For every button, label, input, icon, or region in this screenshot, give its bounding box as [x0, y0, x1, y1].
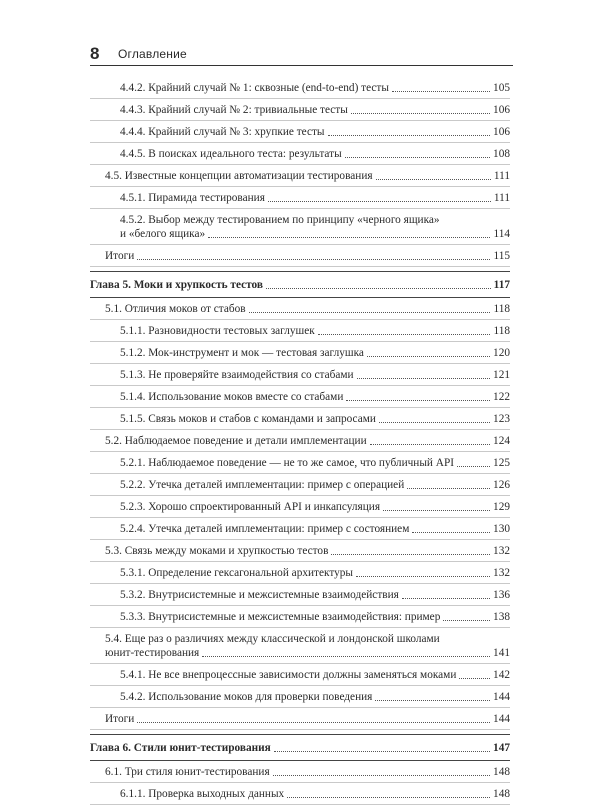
toc-chapter-6: [90, 734, 510, 761]
toc-entry-title: 5.4.1. Не все внепроцессные зависимости должны заменяться моками: [120, 669, 457, 681]
toc-entry-title: 4.4.4. Крайний случай № 3: хрупкие тесты: [120, 126, 325, 138]
toc-entry-5-2-2: [90, 474, 510, 496]
toc-entry-page: 126: [493, 479, 510, 491]
toc-entry-title: Итоги: [105, 713, 135, 725]
toc-entry-title: 5.1.1. Разновидности тестовых заглушек: [120, 325, 315, 337]
toc-entry-page: 141: [493, 647, 510, 659]
leader-dots: [345, 157, 490, 158]
leader-dots: [328, 135, 491, 136]
toc-entry-page: 122: [493, 391, 510, 403]
chapter-title: Глава 6. Стили юнит-тестирования: [90, 742, 271, 754]
toc-entry-page: 120: [493, 347, 510, 359]
toc-entry-title: 5.2.1. Наблюдаемое поведение — не то же самое, что публичный API: [120, 457, 455, 469]
toc-entry-page: 148: [493, 788, 510, 800]
leader-dots: [318, 334, 491, 335]
leader-dots: [383, 510, 490, 511]
toc-entry-title: Итоги: [105, 250, 135, 262]
page-header: [90, 44, 510, 66]
toc-entry-5-3-2: [90, 584, 510, 606]
toc-entry-page: 142: [493, 669, 510, 681]
toc-entry-5-2-1: [90, 452, 510, 474]
toc-entry-5-4-1: [90, 664, 510, 686]
leader-dots: [137, 722, 490, 723]
toc-entry-title: 5.2.4. Утечка деталей имплементации: пример с состоянием: [120, 523, 410, 535]
toc-entry-page: 132: [493, 545, 510, 557]
toc-entry-title-continued: юнит-тестирования: [105, 647, 200, 659]
page-number: 8: [90, 44, 100, 63]
chapter-page: 117: [493, 279, 510, 291]
leader-dots: [443, 620, 490, 621]
toc-entry-title: 5.3.3. Внутрисистемные и межсистемные взаимодействия: пример: [120, 611, 441, 623]
toc-entry-5-3-3: [90, 606, 510, 628]
toc-entry-5-3: [90, 540, 510, 562]
toc-entry-5-1: [90, 298, 510, 320]
toc-entry-page: 105: [493, 82, 510, 94]
toc-entry-title: 4.4.3. Крайний случай № 2: тривиальные тесты: [120, 104, 348, 116]
toc-entry-4-4-5: [90, 143, 510, 165]
toc-entry-4-4-3: [90, 99, 510, 121]
leader-dots: [249, 312, 491, 313]
toc-entry-page: 123: [493, 413, 510, 425]
leader-dots: [457, 466, 490, 467]
toc-entry-5-4: [90, 628, 510, 664]
toc-entry-title: 6.1.1. Проверка выходных данных: [120, 788, 285, 800]
toc-entry-page: 138: [493, 611, 510, 623]
toc-entry-title: 5.1.3. Не проверяйте взаимодействия со стабами: [120, 369, 354, 381]
toc-entry-page: 136: [493, 589, 510, 601]
toc-entry-5-3-1: [90, 562, 510, 584]
toc-entry-5-1-2: [90, 342, 510, 364]
leader-dots: [202, 656, 490, 657]
toc-entry-5-1-3: [90, 364, 510, 386]
leader-dots: [287, 797, 490, 798]
leader-dots: [407, 488, 490, 489]
toc-entry-4-5-1: [90, 187, 510, 209]
table-of-contents: [90, 77, 510, 805]
toc-entry-page: 144: [493, 713, 510, 725]
toc-entry-page: 108: [493, 148, 510, 160]
toc-entry-page: 125: [493, 457, 510, 469]
toc-entry-page: 118: [493, 303, 510, 315]
leader-dots: [370, 444, 490, 445]
toc-entry-page: 124: [493, 435, 510, 447]
toc-entry-summary-4: [90, 245, 510, 267]
leader-dots: [375, 700, 490, 701]
toc-entry-page: 129: [493, 501, 510, 513]
toc-entry-page: 111: [493, 170, 510, 182]
toc-entry-title: 4.4.2. Крайний случай № 1: сквозные (end-to-end) тесты: [120, 82, 389, 94]
toc-entry-page: 114: [493, 228, 510, 240]
toc-entry-title: 4.5.2. Выбор между тестированием по принципу «черного ящика»: [120, 214, 440, 226]
toc-entry-page: 148: [493, 766, 510, 778]
leader-dots: [376, 179, 491, 180]
toc-entry-page: 144: [493, 691, 510, 703]
leader-dots: [273, 775, 490, 776]
toc-entry-page: 106: [493, 104, 510, 116]
toc-entry-title: 5.2. Наблюдаемое поведение и детали имплементации: [105, 435, 367, 447]
toc-entry-5-2-3: [90, 496, 510, 518]
toc-entry-page: 130: [493, 523, 510, 535]
chapter-title: Глава 5. Моки и хрупкость тестов: [90, 279, 263, 291]
toc-entry-page: 115: [493, 250, 510, 262]
leader-dots: [274, 751, 490, 752]
toc-entry-title: 5.3.2. Внутрисистемные и межсистемные взаимодействия: [120, 589, 399, 601]
toc-entry-4-4-2: [90, 77, 510, 99]
toc-entry-title: 6.1. Три стиля юнит-тестирования: [105, 766, 270, 778]
toc-entry-6-1-1: [90, 783, 510, 805]
toc-entry-summary-5: [90, 708, 510, 730]
toc-entry-page: 121: [493, 369, 510, 381]
leader-dots: [367, 356, 490, 357]
leader-dots: [379, 422, 490, 423]
toc-entry-title: 4.5. Известные концепции автоматизации тестирования: [105, 170, 373, 182]
leader-dots: [268, 201, 491, 202]
toc-entry-page: 118: [493, 325, 510, 337]
toc-entry-4-5: [90, 165, 510, 187]
toc-entry-page: 132: [493, 567, 510, 579]
toc-entry-title: 4.4.5. В поисках идеального теста: результаты: [120, 148, 342, 160]
toc-entry-6-1: [90, 761, 510, 783]
toc-entry-title: 5.3.1. Определение гексагональной архитектуры: [120, 567, 354, 579]
toc-entry-title: 5.2.2. Утечка деталей имплементации: пример с операцией: [120, 479, 405, 491]
toc-entry-5-4-2: [90, 686, 510, 708]
toc-entry-title: 5.2.3. Хорошо спроектированный API и инкапсуляция: [120, 501, 381, 513]
toc-entry-title: 5.1.5. Связь моков и стабов с командами и запросами: [120, 413, 376, 425]
toc-entry-5-2: [90, 430, 510, 452]
toc-entry-4-5-2: [90, 209, 510, 245]
toc-entry-5-1-4: [90, 386, 510, 408]
toc-entry-title: 5.3. Связь между моками и хрупкостью тестов: [105, 545, 329, 557]
header-rule: [90, 65, 513, 66]
toc-entry-4-4-4: [90, 121, 510, 143]
leader-dots: [351, 113, 490, 114]
toc-entry-5-1-5: [90, 408, 510, 430]
running-title: Оглавление: [118, 47, 187, 61]
leader-dots: [137, 259, 490, 260]
toc-entry-title: 5.4.2. Использование моков для проверки поведения: [120, 691, 373, 703]
toc-entry-5-1-1: [90, 320, 510, 342]
leader-dots: [266, 288, 491, 289]
leader-dots: [357, 378, 490, 379]
leader-dots: [331, 554, 490, 555]
toc-entry-title: 5.1.2. Мок-инструмент и мок — тестовая заглушка: [120, 347, 364, 359]
toc-entry-title: 5.4. Еще раз о различиях между классической и лондонской школами: [105, 633, 440, 645]
toc-entry-title-continued: и «белого ящика»: [120, 228, 206, 240]
leader-dots: [392, 91, 490, 92]
toc-entry-title: 5.1. Отличия моков от стабов: [105, 303, 246, 315]
toc-entry-page: 106: [493, 126, 510, 138]
leader-dots: [459, 678, 490, 679]
leader-dots: [346, 400, 490, 401]
chapter-page: 147: [493, 742, 510, 754]
toc-entry-page: 111: [493, 192, 510, 204]
toc-chapter-5: [90, 271, 510, 298]
leader-dots: [356, 576, 490, 577]
leader-dots: [402, 598, 490, 599]
toc-entry-title: 4.5.1. Пирамида тестирования: [120, 192, 265, 204]
leader-dots: [208, 237, 490, 238]
toc-entry-5-2-4: [90, 518, 510, 540]
toc-entry-title: 5.1.4. Использование моков вместе со стабами: [120, 391, 344, 403]
leader-dots: [412, 532, 490, 533]
